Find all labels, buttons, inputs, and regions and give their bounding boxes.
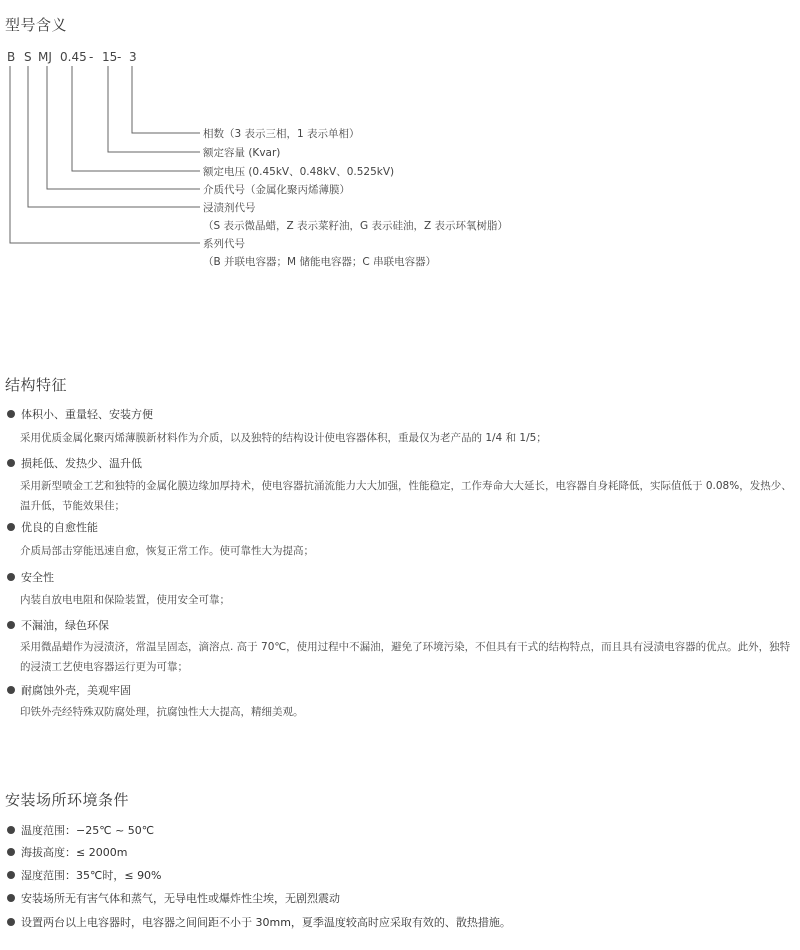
label-series-detail: （B 并联电容器；M 储能电容器；C 串联电容器） [203, 256, 437, 268]
bullet-icon [7, 621, 15, 629]
connector-impregnant [28, 66, 200, 207]
feature-title: 损耗低、发热少、温升低 [21, 457, 142, 470]
feature-title: 耐腐蚀外壳，美观牢固 [21, 684, 131, 697]
env-item: 海拔高度：≤ 2000m [21, 846, 128, 859]
env-item: 湿度范围：35℃时，≤ 90% [21, 869, 162, 882]
label-impregnant: 浸渍剂代号 [203, 202, 256, 214]
connector-voltage [72, 66, 200, 171]
feature-desc: 介质局部击穿能迅速自愈，恢复正常工作。使可靠性大为提高； [20, 545, 314, 557]
model-section-title: 型号含义 [5, 16, 68, 34]
model-code-diagram [0, 0, 800, 280]
code-dielectric: MJ [38, 50, 52, 64]
code-series: B [7, 50, 16, 64]
env-section-title: 安装场所环境条件 [5, 791, 130, 809]
bullet-icon [7, 871, 15, 879]
feature-title: 不漏油，绿色环保 [21, 619, 109, 632]
code-voltage: 0.45 [60, 50, 87, 64]
bullet-icon [7, 918, 15, 926]
label-capacity: 额定容量 (Kvar) [203, 147, 281, 159]
bullet-icon [7, 523, 15, 531]
label-phase: 相数（3 表示三相，1 表示单相） [203, 128, 360, 140]
feature-desc: 采用微晶蜡作为浸渍济，常温呈固态，滴溶点. 高于 70℃，使用过程中不漏油，避免了环境污染，不但具有干式的结构特点，而且具有浸渍电容器的优点。此外，独特的浸渍工艺使电容器运行更为可靠； [20, 641, 791, 673]
structure-section-title: 结构特征 [5, 376, 68, 394]
env-item: 安装场所无有害气体和蒸气，无导电性或爆炸性尘埃，无剧烈震动 [21, 892, 340, 905]
code-impregnant: S [24, 50, 32, 64]
env-item: 温度范围：−25℃ ~ 50℃ [21, 824, 155, 837]
feature-title: 优良的自愈性能 [21, 521, 98, 534]
feature-desc: 采用优质金属化聚丙烯薄膜新材料作为介质，以及独特的结构设计使电容器体积，重最仅为老产品的 1/4 和 1/5； [20, 432, 547, 444]
connector-capacity [108, 66, 200, 152]
bullet-icon [7, 459, 15, 467]
code-phase: 3 [129, 50, 137, 64]
code-separator: - [117, 50, 122, 64]
label-impregnant-detail: （S 表示微晶蜡，Z 表示菜籽油，G 表示硅油，Z 表示环氧树脂） [203, 220, 509, 232]
label-dielectric: 介质代号（金属化聚丙烯薄膜） [203, 184, 350, 196]
feature-title: 体积小、重量轻、安装方便 [21, 408, 153, 421]
connector-phase [132, 66, 200, 133]
code-separator: - [89, 50, 94, 64]
code-capacity: 15 [102, 50, 118, 64]
feature-desc: 内装自放电电阻和保险装置，使用安全可靠； [20, 594, 230, 606]
feature-desc: 印铁外壳经特殊双防腐处理，抗腐蚀性大大提高，精细美观。 [20, 706, 304, 718]
connector-series [10, 66, 200, 243]
feature-desc: 采用新型喷金工艺和独特的金属化膜边缘加厚持术，使电容器抗涌流能力大大加强，性能稳定，工作寿命大大延长，电容器自身耗降低，实际值低于 0.08%，发热少、温升低，节能效果佳； [20, 480, 792, 512]
bullet-icon [7, 848, 15, 856]
label-series: 系列代号 [203, 238, 245, 250]
env-item: 设置两台以上电容器时，电容器之间间距不小于 30mm，夏季温度较高时应采取有效的、散热措施。 [21, 916, 511, 929]
feature-title: 安全性 [21, 571, 54, 584]
bullet-icon [7, 573, 15, 581]
bullet-icon [7, 410, 15, 418]
bullet-icon [7, 686, 15, 694]
label-voltage: 额定电压 (0.45kV、0.48kV、0.525kV) [203, 166, 395, 178]
bullet-icon [7, 894, 15, 902]
bullet-icon [7, 826, 15, 834]
